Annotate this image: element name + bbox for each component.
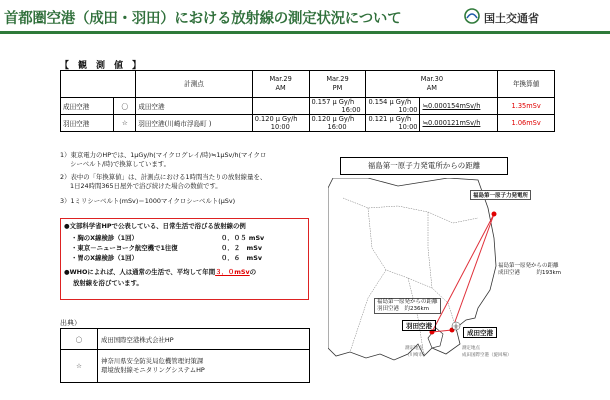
source-symbol: 〇 bbox=[61, 329, 98, 350]
source-row bbox=[61, 329, 310, 350]
haneda-distance-label: 福島第一原発からの距離 羽田空港 約236km bbox=[374, 298, 441, 314]
cell-airport: 成田空港 bbox=[61, 98, 114, 115]
reference-item-label: ・東京－ニューヨーク航空機で1往復 bbox=[71, 244, 178, 252]
header-annual: 年換算値 bbox=[498, 71, 555, 98]
title-divider bbox=[0, 31, 610, 34]
ministry-name: 国土交通省 bbox=[484, 12, 539, 25]
cell-converted: ≒0.000154mSv/h bbox=[420, 98, 498, 115]
observation-table bbox=[60, 70, 555, 132]
note-3: 3）1ミリシーベルト(mSv)＝1000マイクロシーベルト(μSv) bbox=[60, 197, 236, 205]
sources-table bbox=[60, 328, 310, 383]
sources-label: 出典） bbox=[60, 319, 81, 327]
table-row bbox=[61, 115, 555, 132]
reference-item-value: ０．０５ mSv bbox=[221, 234, 265, 242]
reference-item-value: ０．６ mSv bbox=[221, 254, 262, 262]
source-text: 神奈川県安全防災局危機管理対策課 環境放射線モニタリングシステムHP bbox=[98, 350, 310, 383]
source-text: 成田国際空港株式会社HP bbox=[98, 329, 310, 350]
header-empty bbox=[61, 71, 136, 98]
source-row bbox=[61, 350, 310, 383]
map-title: 福島第一原子力発電所からの距離 bbox=[340, 157, 508, 175]
haneda-point-note: 測定地点 （川崎市） bbox=[405, 346, 428, 358]
cell-mar29-am bbox=[252, 98, 309, 115]
narita-distance-label: 福島第一原発からの距離 成田空港 約193km bbox=[498, 263, 562, 276]
note-1: 1）東京電力のHPでは、1μGy/h(マイクログレイ/時)≒1μSv/h(マイクロ シーベルト/時)で換算しています。 bbox=[60, 151, 267, 168]
cell-point: 羽田空港(川崎市浮島町 ) bbox=[136, 115, 253, 132]
table-row bbox=[61, 98, 555, 115]
table-header-row bbox=[61, 71, 555, 98]
airplane-icon bbox=[452, 322, 460, 330]
cell-symbol: ☆ bbox=[114, 115, 136, 132]
cell-airport: 羽田空港 bbox=[61, 115, 114, 132]
plant-label: 福島第一原子力発電所 bbox=[470, 190, 531, 200]
haneda-tag: 羽田空港 bbox=[402, 320, 436, 331]
reference-box bbox=[60, 218, 309, 300]
reference-lead: ●文部科学省HPで公表している、日常生活で浴びる放射線の例 bbox=[64, 222, 246, 230]
kanto-map bbox=[328, 178, 548, 393]
cell-mar30-am: 0.154 μ Gy/h 10:00 bbox=[366, 98, 420, 115]
header-mar29-am: Mar.29 AM bbox=[252, 71, 309, 98]
source-symbol: ☆ bbox=[61, 350, 98, 383]
header-mar29-pm: Mar.29 PM bbox=[309, 71, 366, 98]
cell-annual: 1.35mSv bbox=[498, 98, 555, 115]
cell-mar29-pm: 0.120 μ Gy/h 16:00 bbox=[309, 115, 366, 132]
cell-converted: ≒0.000121mSv/h bbox=[420, 115, 498, 132]
cell-mar29-pm: 0.157 μ Gy/h 16:00 bbox=[309, 98, 366, 115]
cell-mar29-am: 0.120 μ Gy/h 10:00 bbox=[252, 115, 309, 132]
note-2: 2）表中の「年換算値」は、計測点における1時間当たりの放射線量を、 1日24時間365日屋外で浴び続けた場合の数値です。 bbox=[60, 173, 267, 190]
reference-item-label: ・胸のX線検診（1回） bbox=[71, 234, 138, 242]
narita-point-note: 測定地点 成田国際空港（旋回場） bbox=[462, 346, 512, 358]
narita-tag: 成田空港 bbox=[463, 327, 497, 338]
page-title: 首都圏空港（成田・羽田）における放射線の測定状況について bbox=[4, 11, 402, 27]
header-mar30-am: Mar.30 AM bbox=[366, 71, 498, 98]
cell-annual: 1.06mSv bbox=[498, 115, 555, 132]
cell-symbol: 〇 bbox=[114, 98, 136, 115]
reference-item-value: ０．２ mSv bbox=[221, 244, 262, 252]
ministry-logo-icon bbox=[464, 8, 480, 24]
section-label: 【 観 測 値 】 bbox=[60, 61, 142, 71]
reference-item-label: ・胃のX線検診（1回） bbox=[71, 254, 138, 262]
cell-point: 成田空港 bbox=[136, 98, 253, 115]
cell-mar30-am: 0.121 μ Gy/h 10:00 bbox=[366, 115, 420, 132]
who-statement-line2: 放射線を浴びています。 bbox=[73, 279, 143, 287]
fukushima-plant-dot bbox=[492, 212, 497, 217]
who-statement: ●WHOによれば、人は通常の生活で、平均して年間３．０mSvの bbox=[64, 268, 257, 276]
header-point: 計測点 bbox=[136, 71, 253, 98]
